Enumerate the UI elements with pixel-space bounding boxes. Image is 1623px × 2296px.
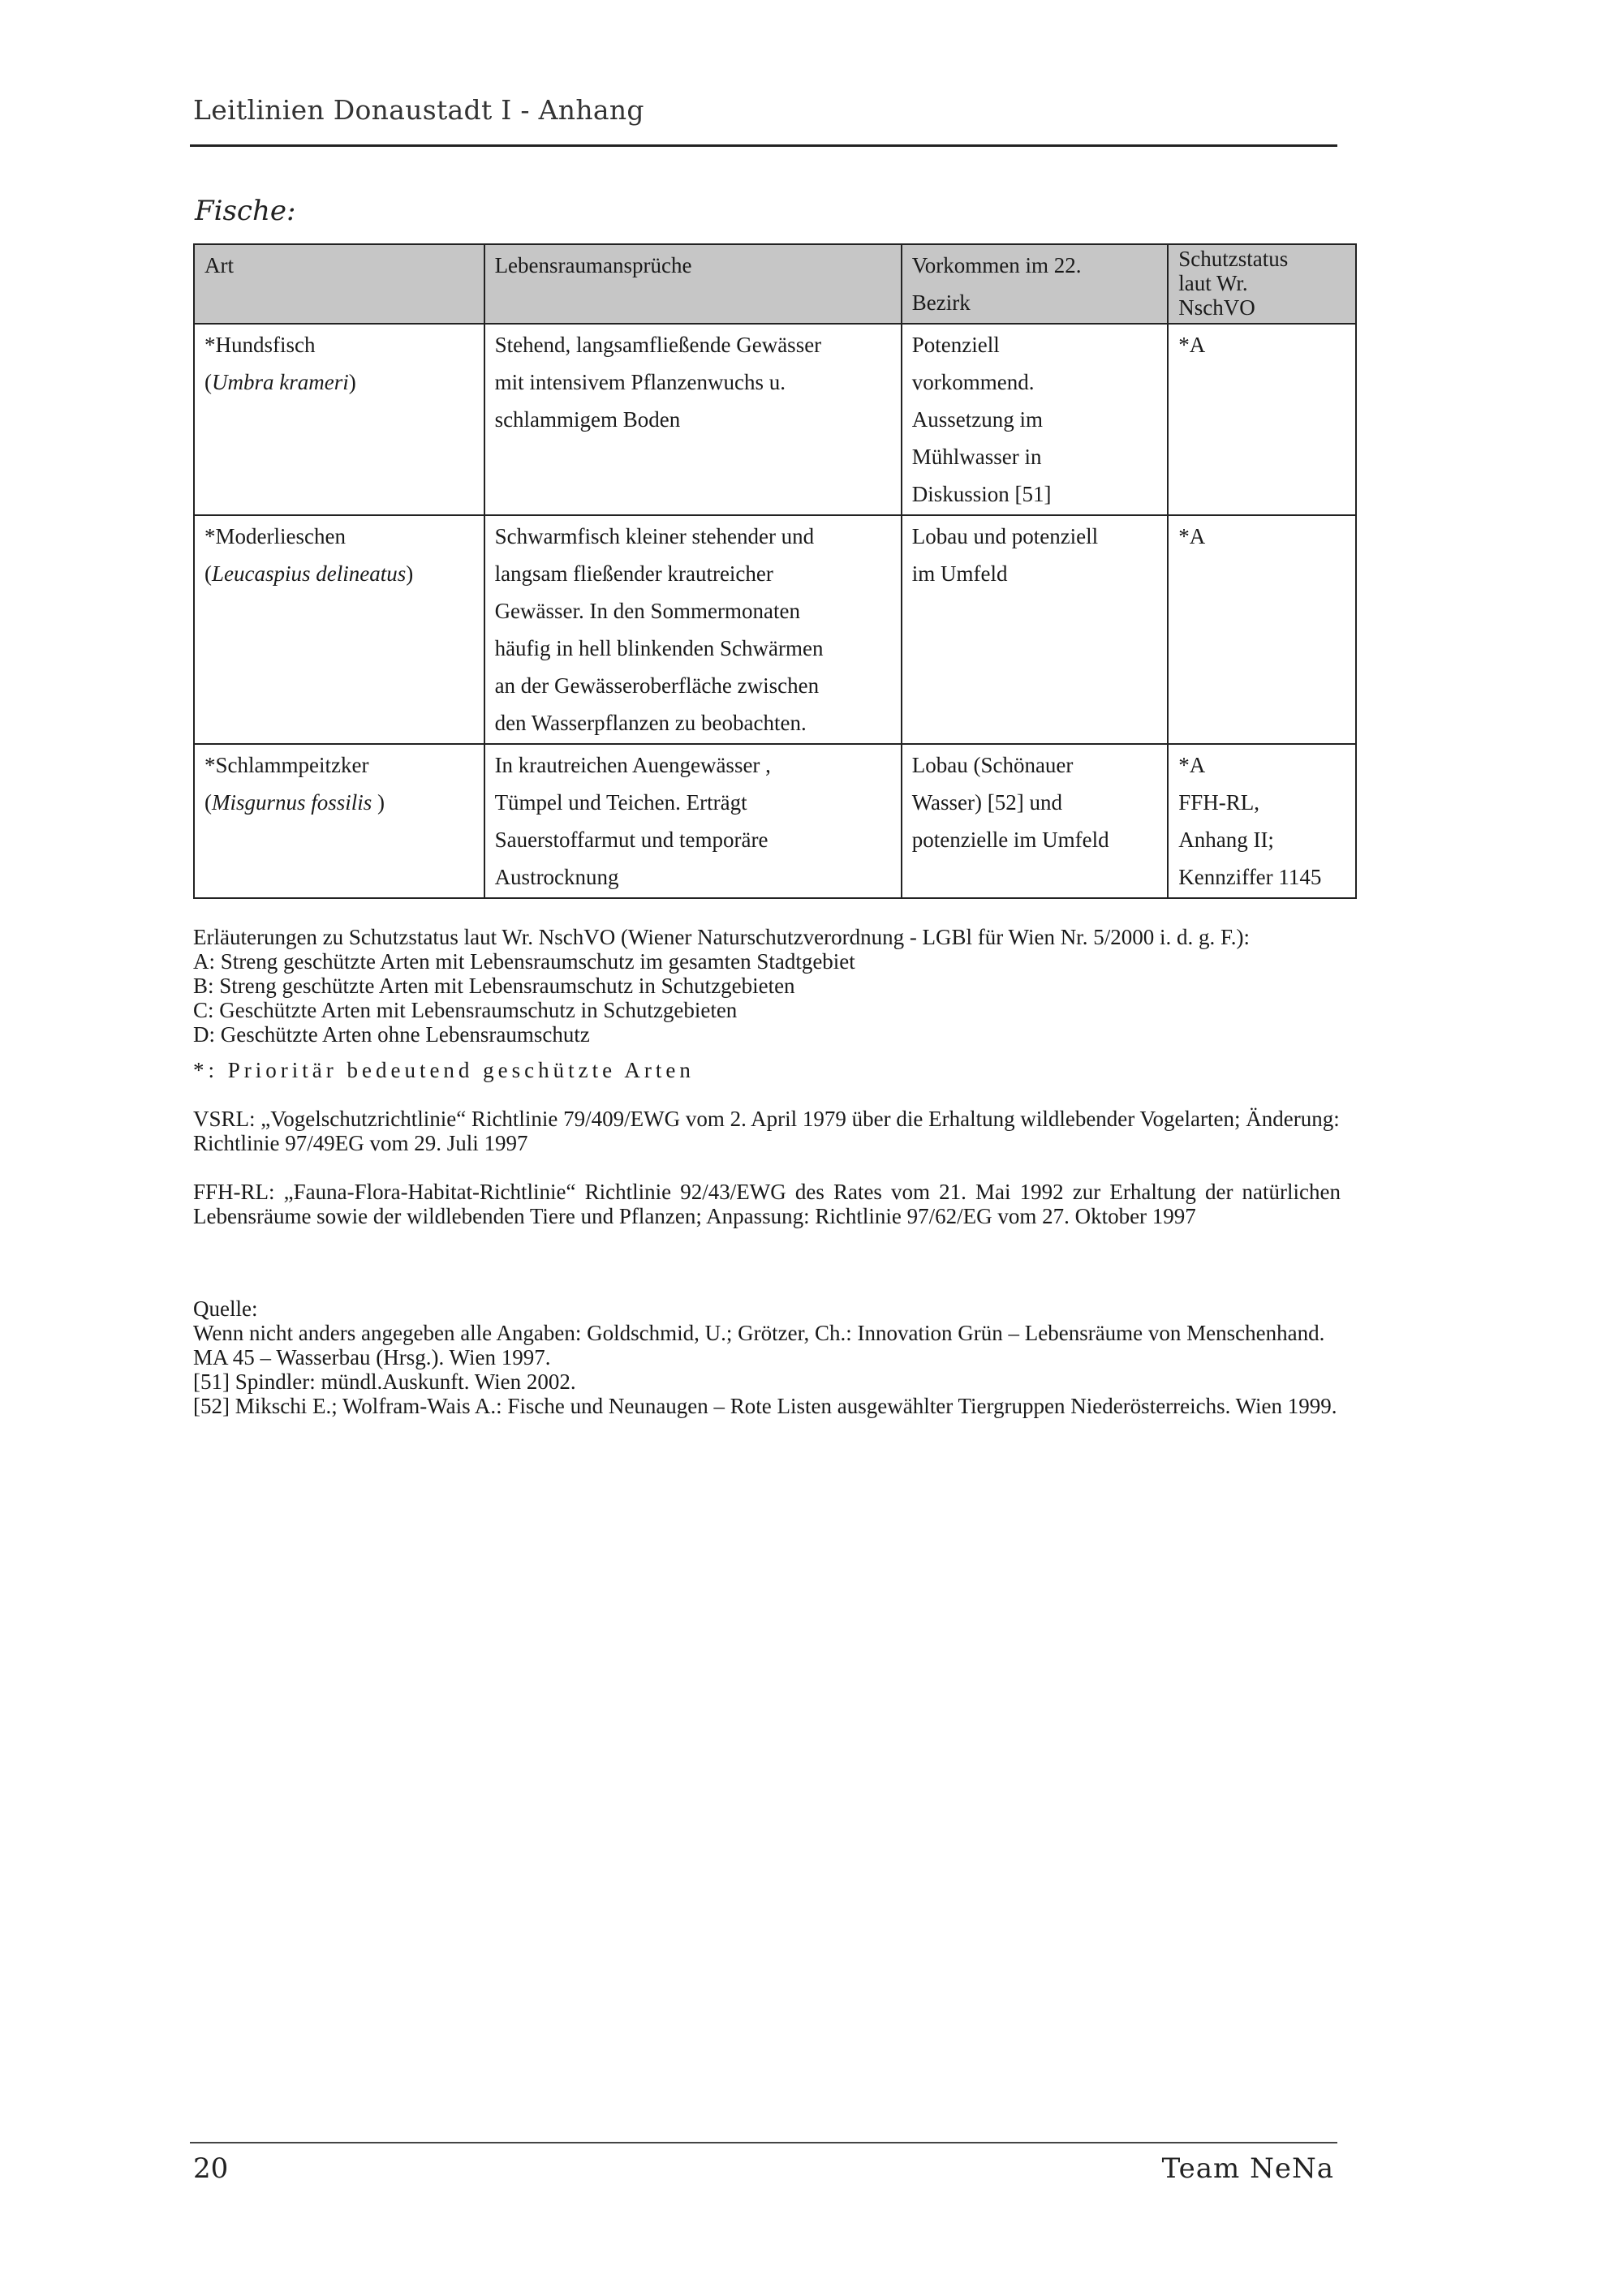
protection-line: Anhang II;: [1178, 828, 1274, 852]
protection-line: Kennziffer 1145: [1178, 865, 1322, 889]
legend-star: *: Prioritär bedeutend geschützte Arten: [193, 1058, 695, 1082]
header-schutz-line: Schutzstatus: [1178, 247, 1289, 271]
occurrence-line: Lobau (Schönauer: [911, 753, 1074, 777]
occurrence-cell: [902, 744, 1168, 898]
habitat-line: Stehend, langsamfließende Gewässer: [494, 333, 822, 357]
protection-cell: [1168, 324, 1356, 515]
protection-line: *A: [1178, 333, 1206, 357]
footer-rule: [190, 2142, 1337, 2143]
scientific-name: [204, 784, 476, 821]
occurrence-cell: [902, 324, 1168, 515]
header-schutz-line: NschVO: [1178, 295, 1255, 320]
header-lebensraum: Lebensraumansprüche: [484, 244, 902, 324]
scientific-name: [204, 555, 476, 592]
scientific-name-text: Leucaspius delineatus: [212, 561, 407, 586]
habitat-line: schlammigem Boden: [494, 407, 681, 432]
occurrence-line: Wasser) [52] und: [911, 790, 1063, 815]
habitat-cell: [484, 515, 902, 744]
source-ref-52: [52] Mikschi E.; Wolfram-Wais A.: Fische und Neunaugen – Rote Listen ausgewählter Tiergruppen Niederösterreichs. Wien 1999.: [193, 1394, 1337, 1418]
running-header: Leitlinien Donaustadt I - Anhang: [193, 94, 644, 126]
species-cell: [194, 744, 484, 898]
table-row: [194, 324, 1356, 515]
occurrence-line: im Umfeld: [911, 561, 1008, 586]
species-cell: [194, 324, 484, 515]
occurrence-line: potenzielle im Umfeld: [911, 828, 1109, 852]
habitat-line: häufig in hell blinkenden Schwärmen: [494, 636, 824, 660]
section-title: Fische:: [195, 195, 296, 227]
paren: ): [348, 370, 356, 394]
header-rule: [190, 144, 1337, 147]
paren: (: [204, 790, 212, 815]
legend-d: D: Geschützte Arten ohne Lebensraumschutz: [193, 1022, 590, 1047]
scientific-name: [204, 363, 476, 401]
occurrence-line: vorkommend.: [911, 370, 1035, 394]
notes-intro: Erläuterungen zu Schutzstatus laut Wr. NschVO (Wiener Naturschutzverordnung - LGBl für Wien Nr. 5/2000 i. d. g. F.):: [193, 925, 1251, 949]
occurrence-line: Lobau und potenziell: [911, 524, 1099, 548]
source-ref-51: [51] Spindler: mündl.Auskunft. Wien 2002.: [193, 1369, 576, 1394]
paren: ): [372, 790, 385, 815]
table-row: [194, 515, 1356, 744]
habitat-line: langsam fließender krautreicher: [494, 561, 773, 586]
species-table: [193, 243, 1357, 899]
habitat-line: In krautreichen Auengewässer ,: [494, 753, 771, 777]
habitat-line: Sauerstoffarmut und temporäre: [494, 828, 768, 852]
habitat-cell: [484, 744, 902, 898]
habitat-line: Gewässer. In den Sommermonaten: [494, 599, 800, 623]
paren: (: [204, 561, 212, 586]
paren: ): [406, 561, 414, 586]
species-name: *Moderlieschen: [204, 524, 346, 548]
header-schutz-line: laut Wr.: [1178, 271, 1248, 295]
legend-b: B: Streng geschützte Arten mit Lebensraumschutz in Schutzgebieten: [193, 974, 795, 998]
ffh-note: FFH-RL: „Fauna-Flora-Habitat-Richtlinie“ Richtlinie 92/43/EWG des Rates vom 21. Mai 1992 zur Erhaltung der natürlichen Lebensräume sowie der wildlebenden Tiere und Pflanzen; Anpassung: Richtlinie 97/62/EG vom 27. Oktober 1997: [193, 1180, 1341, 1228]
protection-line: *A: [1178, 524, 1206, 548]
habitat-line: mit intensivem Pflanzenwuchs u.: [494, 370, 786, 394]
footer-team: Team NeNa: [1161, 2152, 1334, 2185]
legend-c: C: Geschützte Arten mit Lebensraumschutz in Schutzgebieten: [193, 998, 738, 1022]
habitat-line: den Wasserpflanzen zu beobachten.: [494, 711, 807, 735]
occurrence-line: Potenziell: [911, 333, 1000, 357]
occurrence-line: Diskussion [51]: [911, 482, 1052, 506]
vsrl-note: VSRL: „Vogelschutzrichtlinie“ Richtlinie 79/409/EWG vom 2. April 1979 über die Erhaltung wildlebender Vogelarten; Änderung: Richtlinie 97/49EG vom 29. Juli 1997: [193, 1107, 1340, 1155]
table-row: [194, 744, 1356, 898]
habitat-cell: [484, 324, 902, 515]
header-vorkommen-line: Bezirk: [911, 290, 971, 315]
protection-line: FFH-RL,: [1178, 790, 1259, 815]
occurrence-cell: [902, 515, 1168, 744]
header-vorkommen-line: Vorkommen im 22.: [911, 253, 1082, 277]
habitat-line: Austrocknung: [494, 865, 619, 889]
header-schutzstatus: [1168, 244, 1356, 324]
scientific-name-text: Umbra krameri: [212, 370, 349, 394]
page-number: 20: [193, 2152, 229, 2185]
table-header-row: [194, 244, 1356, 324]
paren: (: [204, 370, 212, 394]
source-main: Wenn nicht anders angegeben alle Angaben: Goldschmid, U.; Grötzer, Ch.: Innovation Grün – Lebensräume von Menschenhand. MA 45 – Wasserbau (Hrsg.). Wien 1997.: [193, 1321, 1325, 1369]
legend-a: A: Streng geschützte Arten mit Lebensraumschutz im gesamten Stadtgebiet: [193, 949, 855, 974]
protection-cell: [1168, 744, 1356, 898]
notes-block: [193, 925, 1341, 1418]
species-name: *Schlammpeitzker: [204, 753, 369, 777]
species-name: *Hundsfisch: [204, 333, 316, 357]
habitat-line: an der Gewässeroberfläche zwischen: [494, 673, 820, 698]
header-vorkommen: [902, 244, 1168, 324]
protection-cell: [1168, 515, 1356, 744]
source-label: Quelle:: [193, 1296, 258, 1321]
header-art: Art: [194, 244, 484, 324]
habitat-line: Tümpel und Teichen. Erträgt: [494, 790, 747, 815]
protection-line: *A: [1178, 753, 1206, 777]
scientific-name-text: Misgurnus fossilis: [212, 790, 372, 815]
species-cell: [194, 515, 484, 744]
occurrence-line: Aussetzung im: [911, 407, 1043, 432]
occurrence-line: Mühlwasser in: [911, 445, 1042, 469]
habitat-line: Schwarmfisch kleiner stehender und: [494, 524, 815, 548]
